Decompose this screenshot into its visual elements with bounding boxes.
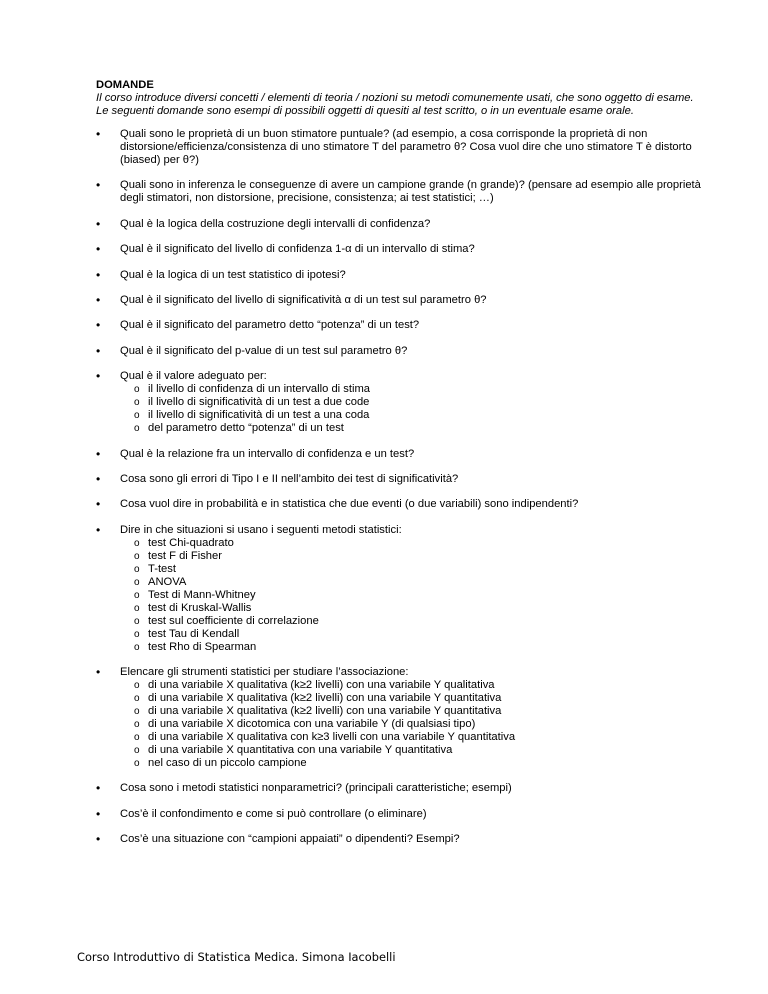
sub-list-item: o T-test bbox=[134, 563, 706, 576]
sub-list-item: o di una variabile X qualitativa (k≥2 livelli) con una variabile Y quantitativa bbox=[134, 692, 706, 705]
sub-list-item: o il livello di significatività di un test a due code bbox=[134, 396, 706, 409]
question-text: Cosa sono i metodi statistici nonparametrici? (principali caratteristiche; esempi) bbox=[120, 782, 512, 795]
question-item bbox=[96, 498, 706, 511]
document-body bbox=[96, 79, 706, 859]
question-item bbox=[96, 448, 706, 461]
sub-list-item: o test Tau di Kendall bbox=[134, 628, 706, 641]
question-item bbox=[96, 833, 706, 846]
sub-list-item: o di una variabile X quantitativa con una variabile Y quantitativa bbox=[134, 744, 706, 757]
question-list bbox=[96, 128, 706, 846]
question-text: Qual è il significato del p-value di un test sul parametro θ? bbox=[120, 344, 408, 357]
question-item bbox=[96, 666, 706, 770]
question-item bbox=[96, 345, 706, 358]
question-text: Quali sono le proprietà di un buon stimatore puntuale? (ad esempio, a cosa corrisponde la proprietà di non distorsione/efficienza/consistenza di uno stimatore T del parametro θ? Cosa vuol dire che uno stimatore T è distorto (biased) per θ?) bbox=[120, 128, 692, 166]
question-text: Elencare gli strumenti statistici per studiare l’associazione: bbox=[120, 666, 409, 679]
sub-list-item: o test F di Fisher bbox=[134, 550, 706, 563]
sub-list-item: o del parametro detto “potenza” di un test bbox=[134, 422, 706, 435]
sub-list-item: o test di Kruskal-Wallis bbox=[134, 602, 706, 615]
sub-list bbox=[120, 383, 706, 435]
sub-list-item: o Test di Mann-Whitney bbox=[134, 589, 706, 602]
question-text: Qual è il valore adeguato per: bbox=[120, 370, 267, 383]
question-item bbox=[96, 319, 706, 332]
question-text: Qual è la logica della costruzione degli intervalli di confidenza? bbox=[120, 217, 431, 230]
question-text: Cosa vuol dire in probabilità e in statistica che due eventi (o due variabili) sono indipendenti? bbox=[120, 498, 579, 511]
question-item bbox=[96, 179, 706, 205]
sub-list-item: o di una variabile X qualitativa (k≥2 livelli) con una variabile Y qualitativa bbox=[134, 679, 706, 692]
sub-list-item: o il livello di significatività di un test a una coda bbox=[134, 409, 706, 422]
sub-list-item: o nel caso di un piccolo campione bbox=[134, 757, 706, 770]
sub-list-item: o di una variabile X qualitativa con k≥3 livelli con una variabile Y quantitativa bbox=[134, 731, 706, 744]
question-item bbox=[96, 294, 706, 307]
question-item bbox=[96, 128, 706, 167]
question-text: Quali sono in inferenza le conseguenze di avere un campione grande (n grande)? (pensare ad esempio alle proprietà degli stimatori, non distorsione, precisione, consistenza; ai test statistici; …) bbox=[120, 179, 701, 205]
question-text: Cos’è una situazione con “campioni appaiati” o dipendenti? Esempi? bbox=[120, 833, 460, 846]
sub-list-item: o test Rho di Spearman bbox=[134, 641, 706, 654]
question-item bbox=[96, 473, 706, 486]
sub-list-item: o di una variabile X qualitativa (k≥2 livelli) con una variabile Y quantitativa bbox=[134, 705, 706, 718]
question-item bbox=[96, 782, 706, 795]
sub-list bbox=[120, 537, 706, 654]
question-item bbox=[96, 243, 706, 256]
question-text: Dire in che situazioni si usano i seguenti metodi statistici: bbox=[120, 523, 402, 536]
question-text: Qual è il significato del parametro detto “potenza” di un test? bbox=[120, 319, 420, 332]
sub-list-item: o test sul coefficiente di correlazione bbox=[134, 615, 706, 628]
intro-paragraph: Il corso introduce diversi concetti / elementi di teoria / nozioni su metodi comunemente usati, che sono oggetto di esame. Le seguenti domande sono esempi di possibili oggetti di quesiti al test scritto, o in un eventuale esame orale. bbox=[96, 92, 694, 117]
question-text: Qual è il significato del livello di significatività α di un test sul parametro θ? bbox=[120, 293, 487, 306]
question-item bbox=[96, 524, 706, 654]
sub-list bbox=[120, 679, 706, 770]
question-item bbox=[96, 370, 706, 435]
document-heading: DOMANDE bbox=[96, 79, 154, 91]
page-footer: Corso Introduttivo di Statistica Medica. Simona Iacobelli bbox=[77, 950, 396, 964]
question-item bbox=[96, 218, 706, 231]
question-text: Qual è la relazione fra un intervallo di confidenza e un test? bbox=[120, 447, 415, 460]
sub-list-item: o ANOVA bbox=[134, 576, 706, 589]
sub-list-item: o di una variabile X dicotomica con una variabile Y (di qualsiasi tipo) bbox=[134, 718, 706, 731]
question-item bbox=[96, 808, 706, 821]
sub-list-item: o test Chi-quadrato bbox=[134, 537, 706, 550]
sub-list-item: o il livello di confidenza di un intervallo di stima bbox=[134, 383, 706, 396]
question-text: Qual è la logica di un test statistico di ipotesi? bbox=[120, 268, 346, 281]
question-text: Cosa sono gli errori di Tipo I e II nell’ambito dei test di significatività? bbox=[120, 472, 459, 485]
question-item bbox=[96, 269, 706, 282]
question-text: Cos’è il confondimento e come si può controllare (o eliminare) bbox=[120, 807, 427, 820]
question-text: Qual è il significato del livello di confidenza 1-α di un intervallo di stima? bbox=[120, 243, 475, 256]
